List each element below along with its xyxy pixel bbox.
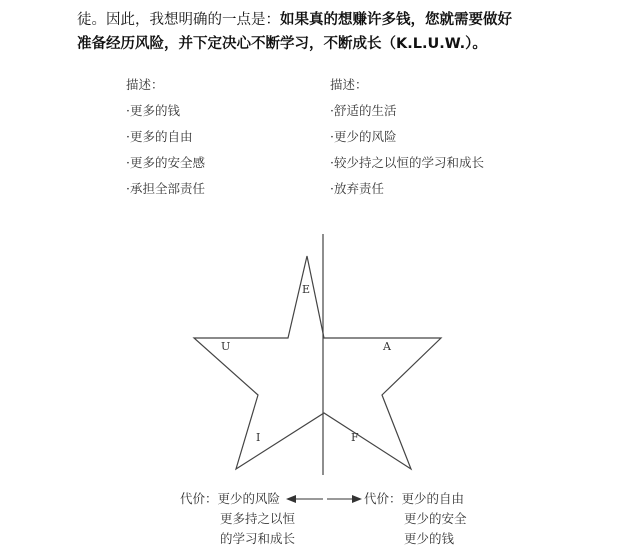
left-item: ·承担全部责任 — [126, 181, 205, 196]
left-item: ·更多的安全感 — [126, 155, 205, 170]
right-item: ·舒适的生活 — [330, 103, 397, 118]
star-label-f: F — [351, 431, 359, 444]
cost-right-line: 更少的安全 — [404, 511, 467, 526]
star-diagram — [120, 70, 500, 552]
star-shape — [194, 256, 441, 469]
cost-left-label: 代价： — [180, 491, 218, 506]
right-item: ·放弃责任 — [330, 181, 384, 196]
arrow-head-right — [352, 495, 362, 503]
cost-right-line: 更少的钱 — [404, 531, 455, 546]
cost-right — [364, 489, 500, 549]
cost-left-line: 更多持之以恒 — [220, 511, 296, 526]
paragraph-text: 徒。因此，我想明确的一点是： — [77, 12, 280, 28]
left-heading: 描述： — [126, 77, 164, 92]
cashflow-quadrant-figure — [120, 70, 500, 552]
cost-right-line: 更少的自由 — [401, 491, 465, 506]
cost-left-line: 的学习和成长 — [220, 531, 296, 546]
left-item: ·更多的自由 — [126, 129, 193, 144]
left-item: ·更多的钱 — [126, 103, 180, 118]
body-paragraph — [77, 8, 597, 56]
star-label-e: E — [302, 283, 311, 296]
paragraph-bold-text-2: 准备经历风险，并下定决心不断学习，不断成长（K.L.U.W.）。 — [77, 36, 487, 52]
cost-left-line: 更少的风险 — [217, 491, 281, 506]
cost-left — [180, 489, 295, 549]
paragraph-bold-text: 如果真的想赚许多钱，您就需要做好 — [280, 12, 512, 28]
right-item: ·较少持之以恒的学习和成长 — [330, 155, 484, 170]
star-label-u: U — [221, 340, 231, 353]
right-heading: 描述： — [330, 77, 368, 92]
right-item: ·更少的风险 — [330, 129, 397, 144]
cost-right-label: 代价： — [364, 491, 402, 506]
star-label-i: I — [256, 431, 261, 444]
star-label-a: A — [383, 340, 391, 353]
